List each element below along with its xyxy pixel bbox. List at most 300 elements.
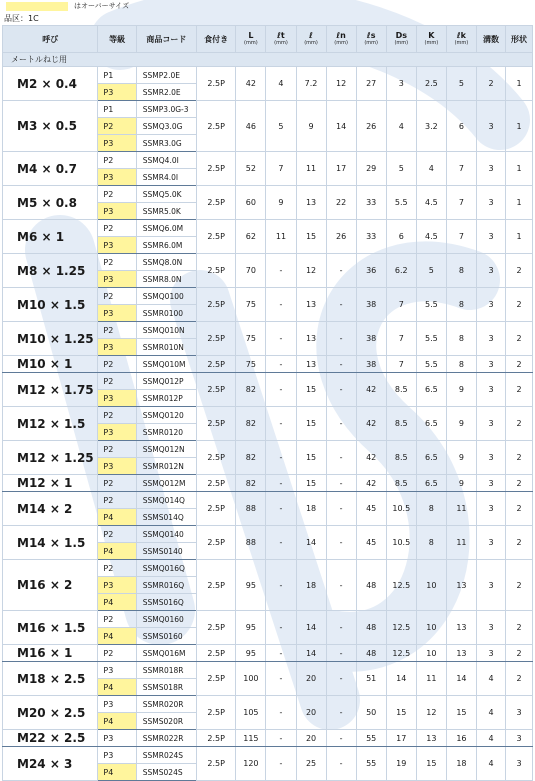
Ds-cell: 10.5 bbox=[386, 492, 416, 526]
lk-cell: 6 bbox=[446, 101, 476, 152]
chamfer-cell: 2.5P bbox=[196, 730, 235, 747]
l-cell: 15 bbox=[296, 373, 326, 407]
column-header-label: 形状 bbox=[511, 34, 527, 44]
grade-cell: P2 bbox=[98, 118, 136, 135]
grade-cell: P3 bbox=[98, 237, 136, 254]
K-cell: 4.5 bbox=[416, 186, 446, 220]
K-cell: 10 bbox=[416, 560, 446, 611]
lt-cell: - bbox=[266, 730, 296, 747]
size-cell: M22 × 2.5 bbox=[3, 730, 98, 747]
column-header bbox=[476, 26, 505, 53]
grade-cell: P3 bbox=[98, 84, 136, 101]
K-cell: 2.5 bbox=[416, 67, 446, 101]
lt-cell: - bbox=[266, 356, 296, 373]
lk-cell: 9 bbox=[446, 441, 476, 475]
table-row bbox=[3, 560, 533, 577]
product-code-cell: SSMS016Q bbox=[136, 594, 196, 611]
table-row bbox=[3, 373, 533, 390]
ls-cell: 33 bbox=[356, 220, 386, 254]
lt-cell: - bbox=[266, 492, 296, 526]
grade-cell: P3 bbox=[98, 577, 136, 594]
l-cell: 11 bbox=[296, 152, 326, 186]
ln-cell: - bbox=[326, 696, 356, 730]
table-row bbox=[3, 101, 533, 118]
ls-cell: 42 bbox=[356, 373, 386, 407]
Ds-cell: 4 bbox=[386, 101, 416, 152]
table-row bbox=[3, 492, 533, 509]
size-cell: M12 × 1.75 bbox=[3, 373, 98, 407]
grade-cell: P3 bbox=[98, 730, 136, 747]
product-code-cell: SSMS0140 bbox=[136, 543, 196, 560]
shape-cell: 2 bbox=[506, 645, 533, 662]
lk-cell: 8 bbox=[446, 356, 476, 373]
shape-cell: 2 bbox=[506, 611, 533, 645]
ls-cell: 26 bbox=[356, 101, 386, 152]
L-cell: 42 bbox=[236, 67, 266, 101]
table-row bbox=[3, 407, 533, 424]
ls-cell: 48 bbox=[356, 611, 386, 645]
grade-cell: P3 bbox=[98, 135, 136, 152]
ln-cell: - bbox=[326, 356, 356, 373]
size-cell: M14 × 1.5 bbox=[3, 526, 98, 560]
flutes-cell: 3 bbox=[476, 101, 505, 152]
lt-cell: - bbox=[266, 322, 296, 356]
product-code-cell: SSMS024S bbox=[136, 764, 196, 781]
shape-cell: 2 bbox=[506, 441, 533, 475]
ln-cell: - bbox=[326, 645, 356, 662]
table-row bbox=[3, 186, 533, 203]
product-code-cell: SSMQ5.0K bbox=[136, 186, 196, 203]
l-cell: 13 bbox=[296, 186, 326, 220]
grade-cell: P2 bbox=[98, 611, 136, 628]
K-cell: 5.5 bbox=[416, 322, 446, 356]
lk-cell: 13 bbox=[446, 645, 476, 662]
ln-cell: - bbox=[326, 254, 356, 288]
l-cell: 15 bbox=[296, 407, 326, 441]
Ds-cell: 12.5 bbox=[386, 560, 416, 611]
chamfer-cell: 2.5P bbox=[196, 288, 235, 322]
product-code-cell: SSMR8.0N bbox=[136, 271, 196, 288]
Ds-cell: 6 bbox=[386, 220, 416, 254]
Ds-cell: 7 bbox=[386, 288, 416, 322]
L-cell: 75 bbox=[236, 322, 266, 356]
grade-cell: P2 bbox=[98, 356, 136, 373]
grade-cell: P3 bbox=[98, 424, 136, 441]
grade-cell: P4 bbox=[98, 509, 136, 526]
size-cell: M12 × 1 bbox=[3, 475, 98, 492]
l-cell: 13 bbox=[296, 356, 326, 373]
ln-cell: - bbox=[326, 730, 356, 747]
K-cell: 10 bbox=[416, 611, 446, 645]
size-cell: M18 × 2.5 bbox=[3, 662, 98, 696]
column-header-label: K bbox=[428, 31, 435, 40]
L-cell: 88 bbox=[236, 492, 266, 526]
product-code-cell: SSMQ012P bbox=[136, 373, 196, 390]
product-code-cell: SSMR0120 bbox=[136, 424, 196, 441]
ln-cell: - bbox=[326, 475, 356, 492]
chamfer-cell: 2.5P bbox=[196, 186, 235, 220]
column-header bbox=[296, 26, 326, 53]
lt-cell: 5 bbox=[266, 101, 296, 152]
grade-cell: P3 bbox=[98, 662, 136, 679]
shape-cell: 1 bbox=[506, 152, 533, 186]
chamfer-cell: 2.5P bbox=[196, 407, 235, 441]
L-cell: 100 bbox=[236, 662, 266, 696]
chamfer-cell: 2.5P bbox=[196, 747, 235, 781]
product-code-cell: SSMR0100 bbox=[136, 305, 196, 322]
chamfer-cell: 2.5P bbox=[196, 662, 235, 696]
shape-cell: 3 bbox=[506, 696, 533, 730]
K-cell: 5.5 bbox=[416, 356, 446, 373]
Ds-cell: 7 bbox=[386, 322, 416, 356]
header-row bbox=[3, 26, 533, 53]
K-cell: 8 bbox=[416, 526, 446, 560]
L-cell: 82 bbox=[236, 475, 266, 492]
column-header bbox=[386, 26, 416, 53]
l-cell: 13 bbox=[296, 322, 326, 356]
column-header-label: 溝数 bbox=[482, 34, 499, 44]
column-header-unit: (mm) bbox=[244, 40, 258, 46]
l-cell: 20 bbox=[296, 662, 326, 696]
ls-cell: 55 bbox=[356, 730, 386, 747]
ln-cell: - bbox=[326, 747, 356, 781]
l-cell: 14 bbox=[296, 611, 326, 645]
ls-cell: 33 bbox=[356, 186, 386, 220]
chamfer-cell: 2.5P bbox=[196, 373, 235, 407]
lt-cell: - bbox=[266, 560, 296, 611]
grade-cell: P2 bbox=[98, 220, 136, 237]
product-code-cell: SSMQ0100 bbox=[136, 288, 196, 305]
l-cell: 9 bbox=[296, 101, 326, 152]
grade-cell: P3 bbox=[98, 339, 136, 356]
flutes-cell: 3 bbox=[476, 254, 505, 288]
shape-cell: 2 bbox=[506, 288, 533, 322]
Ds-cell: 19 bbox=[386, 747, 416, 781]
lk-cell: 8 bbox=[446, 322, 476, 356]
lt-cell: - bbox=[266, 254, 296, 288]
column-header bbox=[196, 26, 235, 53]
K-cell: 10 bbox=[416, 645, 446, 662]
K-cell: 4.5 bbox=[416, 220, 446, 254]
product-code-cell: SSMQ0140 bbox=[136, 526, 196, 543]
Ds-cell: 3 bbox=[386, 67, 416, 101]
grade-cell: P2 bbox=[98, 254, 136, 271]
ls-cell: 38 bbox=[356, 322, 386, 356]
size-cell: M2 × 0.4 bbox=[3, 67, 98, 101]
ls-cell: 50 bbox=[356, 696, 386, 730]
Ds-cell: 8.5 bbox=[386, 441, 416, 475]
flutes-cell: 3 bbox=[476, 611, 505, 645]
column-header-unit: (mm) bbox=[364, 40, 379, 46]
product-code-cell: SSMS014Q bbox=[136, 509, 196, 526]
column-header-label: ℓk bbox=[456, 31, 466, 40]
table-row bbox=[3, 356, 533, 373]
column-header-unit: (mm) bbox=[394, 40, 409, 46]
ls-cell: 29 bbox=[356, 152, 386, 186]
ln-cell: 17 bbox=[326, 152, 356, 186]
column-header-unit: (mm) bbox=[454, 40, 469, 46]
product-code-cell: SSMQ012N bbox=[136, 441, 196, 458]
table-row bbox=[3, 254, 533, 271]
column-header-label: ℓ bbox=[309, 31, 313, 40]
lt-cell: 9 bbox=[266, 186, 296, 220]
column-header-unit: (mm) bbox=[334, 40, 348, 46]
oversize-swatch bbox=[6, 2, 68, 11]
grade-cell: P1 bbox=[98, 101, 136, 118]
l-cell: 25 bbox=[296, 747, 326, 781]
product-code-cell: SSMS018R bbox=[136, 679, 196, 696]
flutes-cell: 3 bbox=[476, 407, 505, 441]
shape-cell: 2 bbox=[506, 373, 533, 407]
column-header-label: ℓs bbox=[366, 31, 376, 40]
lk-cell: 16 bbox=[446, 730, 476, 747]
l-cell: 15 bbox=[296, 441, 326, 475]
flutes-cell: 4 bbox=[476, 747, 505, 781]
K-cell: 13 bbox=[416, 730, 446, 747]
column-header-unit: (mm) bbox=[304, 40, 318, 46]
grade-cell: P2 bbox=[98, 560, 136, 577]
ln-cell: - bbox=[326, 526, 356, 560]
section-label: メートルねじ用 bbox=[3, 53, 533, 67]
size-cell: M12 × 1.25 bbox=[3, 441, 98, 475]
flutes-cell: 3 bbox=[476, 475, 505, 492]
flutes-cell: 3 bbox=[476, 373, 505, 407]
L-cell: 82 bbox=[236, 407, 266, 441]
shape-cell: 2 bbox=[506, 254, 533, 288]
l-cell: 15 bbox=[296, 475, 326, 492]
flutes-cell: 4 bbox=[476, 730, 505, 747]
ln-cell: - bbox=[326, 441, 356, 475]
K-cell: 15 bbox=[416, 747, 446, 781]
lk-cell: 8 bbox=[446, 254, 476, 288]
ls-cell: 38 bbox=[356, 288, 386, 322]
lt-cell: - bbox=[266, 475, 296, 492]
chamfer-cell: 2.5P bbox=[196, 696, 235, 730]
column-header-label: 食付き bbox=[204, 34, 229, 44]
grade-cell: P3 bbox=[98, 458, 136, 475]
shape-cell: 2 bbox=[506, 492, 533, 526]
grade-cell: P2 bbox=[98, 526, 136, 543]
lk-cell: 9 bbox=[446, 373, 476, 407]
table-row bbox=[3, 475, 533, 492]
l-cell: 12 bbox=[296, 254, 326, 288]
chamfer-cell: 2.5P bbox=[196, 560, 235, 611]
L-cell: 70 bbox=[236, 254, 266, 288]
grade-cell: P3 bbox=[98, 390, 136, 407]
lt-cell: - bbox=[266, 441, 296, 475]
flutes-cell: 3 bbox=[476, 526, 505, 560]
ls-cell: 48 bbox=[356, 645, 386, 662]
product-code-cell: SSMP3.0G-3 bbox=[136, 101, 196, 118]
lk-cell: 7 bbox=[446, 220, 476, 254]
grade-cell: P2 bbox=[98, 322, 136, 339]
flutes-cell: 4 bbox=[476, 696, 505, 730]
legend-text: はオーバーサイズ bbox=[74, 2, 130, 10]
product-code-cell: SSMQ0120 bbox=[136, 407, 196, 424]
grade-cell: P3 bbox=[98, 169, 136, 186]
lk-cell: 9 bbox=[446, 475, 476, 492]
column-header-unit: (mm) bbox=[424, 40, 439, 46]
shape-cell: 1 bbox=[506, 101, 533, 152]
grade-cell: P4 bbox=[98, 679, 136, 696]
grade-cell: P2 bbox=[98, 645, 136, 662]
product-code-cell: SSMR6.0M bbox=[136, 237, 196, 254]
flutes-cell: 3 bbox=[476, 356, 505, 373]
grade-cell: P4 bbox=[98, 594, 136, 611]
Ds-cell: 15 bbox=[386, 696, 416, 730]
K-cell: 6.5 bbox=[416, 407, 446, 441]
ls-cell: 36 bbox=[356, 254, 386, 288]
product-code-cell: SSMR3.0G bbox=[136, 135, 196, 152]
shape-cell: 2 bbox=[506, 475, 533, 492]
chamfer-cell: 2.5P bbox=[196, 441, 235, 475]
L-cell: 62 bbox=[236, 220, 266, 254]
shape-cell: 2 bbox=[506, 407, 533, 441]
product-code-cell: SSMR018R bbox=[136, 662, 196, 679]
lk-cell: 15 bbox=[446, 696, 476, 730]
column-header bbox=[416, 26, 446, 53]
grade-cell: P1 bbox=[98, 67, 136, 84]
table-row bbox=[3, 611, 533, 628]
size-cell: M16 × 2 bbox=[3, 560, 98, 611]
column-header bbox=[356, 26, 386, 53]
size-cell: M16 × 1 bbox=[3, 645, 98, 662]
shape-cell: 2 bbox=[506, 322, 533, 356]
lt-cell: - bbox=[266, 747, 296, 781]
size-cell: M4 × 0.7 bbox=[3, 152, 98, 186]
ln-cell: 12 bbox=[326, 67, 356, 101]
product-code-cell: SSMR016Q bbox=[136, 577, 196, 594]
spec-table bbox=[2, 25, 533, 781]
L-cell: 95 bbox=[236, 560, 266, 611]
size-cell: M14 × 2 bbox=[3, 492, 98, 526]
size-cell: M12 × 1.5 bbox=[3, 407, 98, 441]
product-code-cell: SSMQ8.0N bbox=[136, 254, 196, 271]
grade-cell: P3 bbox=[98, 203, 136, 220]
ls-cell: 42 bbox=[356, 407, 386, 441]
ln-cell: - bbox=[326, 288, 356, 322]
column-header bbox=[236, 26, 266, 53]
K-cell: 12 bbox=[416, 696, 446, 730]
l-cell: 14 bbox=[296, 645, 326, 662]
size-cell: M8 × 1.25 bbox=[3, 254, 98, 288]
column-header bbox=[136, 26, 196, 53]
ls-cell: 27 bbox=[356, 67, 386, 101]
chamfer-cell: 2.5P bbox=[196, 67, 235, 101]
l-cell: 20 bbox=[296, 696, 326, 730]
lt-cell: - bbox=[266, 526, 296, 560]
K-cell: 4 bbox=[416, 152, 446, 186]
ls-cell: 48 bbox=[356, 560, 386, 611]
grade-cell: P3 bbox=[98, 696, 136, 713]
shape-cell: 2 bbox=[506, 560, 533, 611]
K-cell: 11 bbox=[416, 662, 446, 696]
shape-cell: 2 bbox=[506, 356, 533, 373]
ln-cell: - bbox=[326, 322, 356, 356]
grade-cell: P2 bbox=[98, 407, 136, 424]
lt-cell: - bbox=[266, 611, 296, 645]
lk-cell: 13 bbox=[446, 611, 476, 645]
Ds-cell: 5.5 bbox=[386, 186, 416, 220]
product-code-cell: SSMP2.0E bbox=[136, 67, 196, 84]
L-cell: 46 bbox=[236, 101, 266, 152]
classification-label: 品区：1C bbox=[4, 14, 39, 23]
K-cell: 8 bbox=[416, 492, 446, 526]
chamfer-cell: 2.5P bbox=[196, 611, 235, 645]
K-cell: 5 bbox=[416, 254, 446, 288]
chamfer-cell: 2.5P bbox=[196, 152, 235, 186]
size-cell: M3 × 0.5 bbox=[3, 101, 98, 152]
column-header bbox=[446, 26, 476, 53]
flutes-cell: 3 bbox=[476, 645, 505, 662]
flutes-cell: 3 bbox=[476, 560, 505, 611]
Ds-cell: 8.5 bbox=[386, 373, 416, 407]
ln-cell: - bbox=[326, 492, 356, 526]
lt-cell: - bbox=[266, 288, 296, 322]
Ds-cell: 8.5 bbox=[386, 407, 416, 441]
Ds-cell: 12.5 bbox=[386, 611, 416, 645]
lt-cell: 4 bbox=[266, 67, 296, 101]
chamfer-cell: 2.5P bbox=[196, 526, 235, 560]
ln-cell: - bbox=[326, 373, 356, 407]
grade-cell: P4 bbox=[98, 628, 136, 645]
table-row bbox=[3, 67, 533, 84]
ls-cell: 51 bbox=[356, 662, 386, 696]
ln-cell: 14 bbox=[326, 101, 356, 152]
lt-cell: - bbox=[266, 407, 296, 441]
K-cell: 6.5 bbox=[416, 373, 446, 407]
product-code-cell: SSMS0160 bbox=[136, 628, 196, 645]
chamfer-cell: 2.5P bbox=[196, 356, 235, 373]
chamfer-cell: 2.5P bbox=[196, 492, 235, 526]
table-row bbox=[3, 322, 533, 339]
grade-cell: P3 bbox=[98, 271, 136, 288]
product-code-cell: SSMR022R bbox=[136, 730, 196, 747]
lt-cell: 7 bbox=[266, 152, 296, 186]
column-header-label: 商品コード bbox=[146, 34, 187, 44]
chamfer-cell: 2.5P bbox=[196, 254, 235, 288]
shape-cell: 1 bbox=[506, 67, 533, 101]
lk-cell: 13 bbox=[446, 560, 476, 611]
lk-cell: 5 bbox=[446, 67, 476, 101]
column-header-label: ℓn bbox=[336, 31, 346, 40]
flutes-cell: 3 bbox=[476, 220, 505, 254]
product-code-cell: SSMR4.0I bbox=[136, 169, 196, 186]
l-cell: 13 bbox=[296, 288, 326, 322]
K-cell: 3.2 bbox=[416, 101, 446, 152]
Ds-cell: 14 bbox=[386, 662, 416, 696]
lt-cell: - bbox=[266, 662, 296, 696]
Ds-cell: 6.2 bbox=[386, 254, 416, 288]
product-code-cell: SSMR012P bbox=[136, 390, 196, 407]
l-cell: 7.2 bbox=[296, 67, 326, 101]
L-cell: 75 bbox=[236, 288, 266, 322]
product-code-cell: SSMQ012M bbox=[136, 475, 196, 492]
flutes-cell: 4 bbox=[476, 662, 505, 696]
ln-cell: 22 bbox=[326, 186, 356, 220]
product-code-cell: SSMQ6.0M bbox=[136, 220, 196, 237]
ls-cell: 38 bbox=[356, 356, 386, 373]
product-code-cell: SSMQ0160 bbox=[136, 611, 196, 628]
ls-cell: 45 bbox=[356, 526, 386, 560]
table-row bbox=[3, 730, 533, 747]
size-cell: M10 × 1 bbox=[3, 356, 98, 373]
flutes-cell: 2 bbox=[476, 67, 505, 101]
grade-cell: P3 bbox=[98, 747, 136, 764]
size-cell: M6 × 1 bbox=[3, 220, 98, 254]
L-cell: 95 bbox=[236, 611, 266, 645]
grade-cell: P2 bbox=[98, 152, 136, 169]
